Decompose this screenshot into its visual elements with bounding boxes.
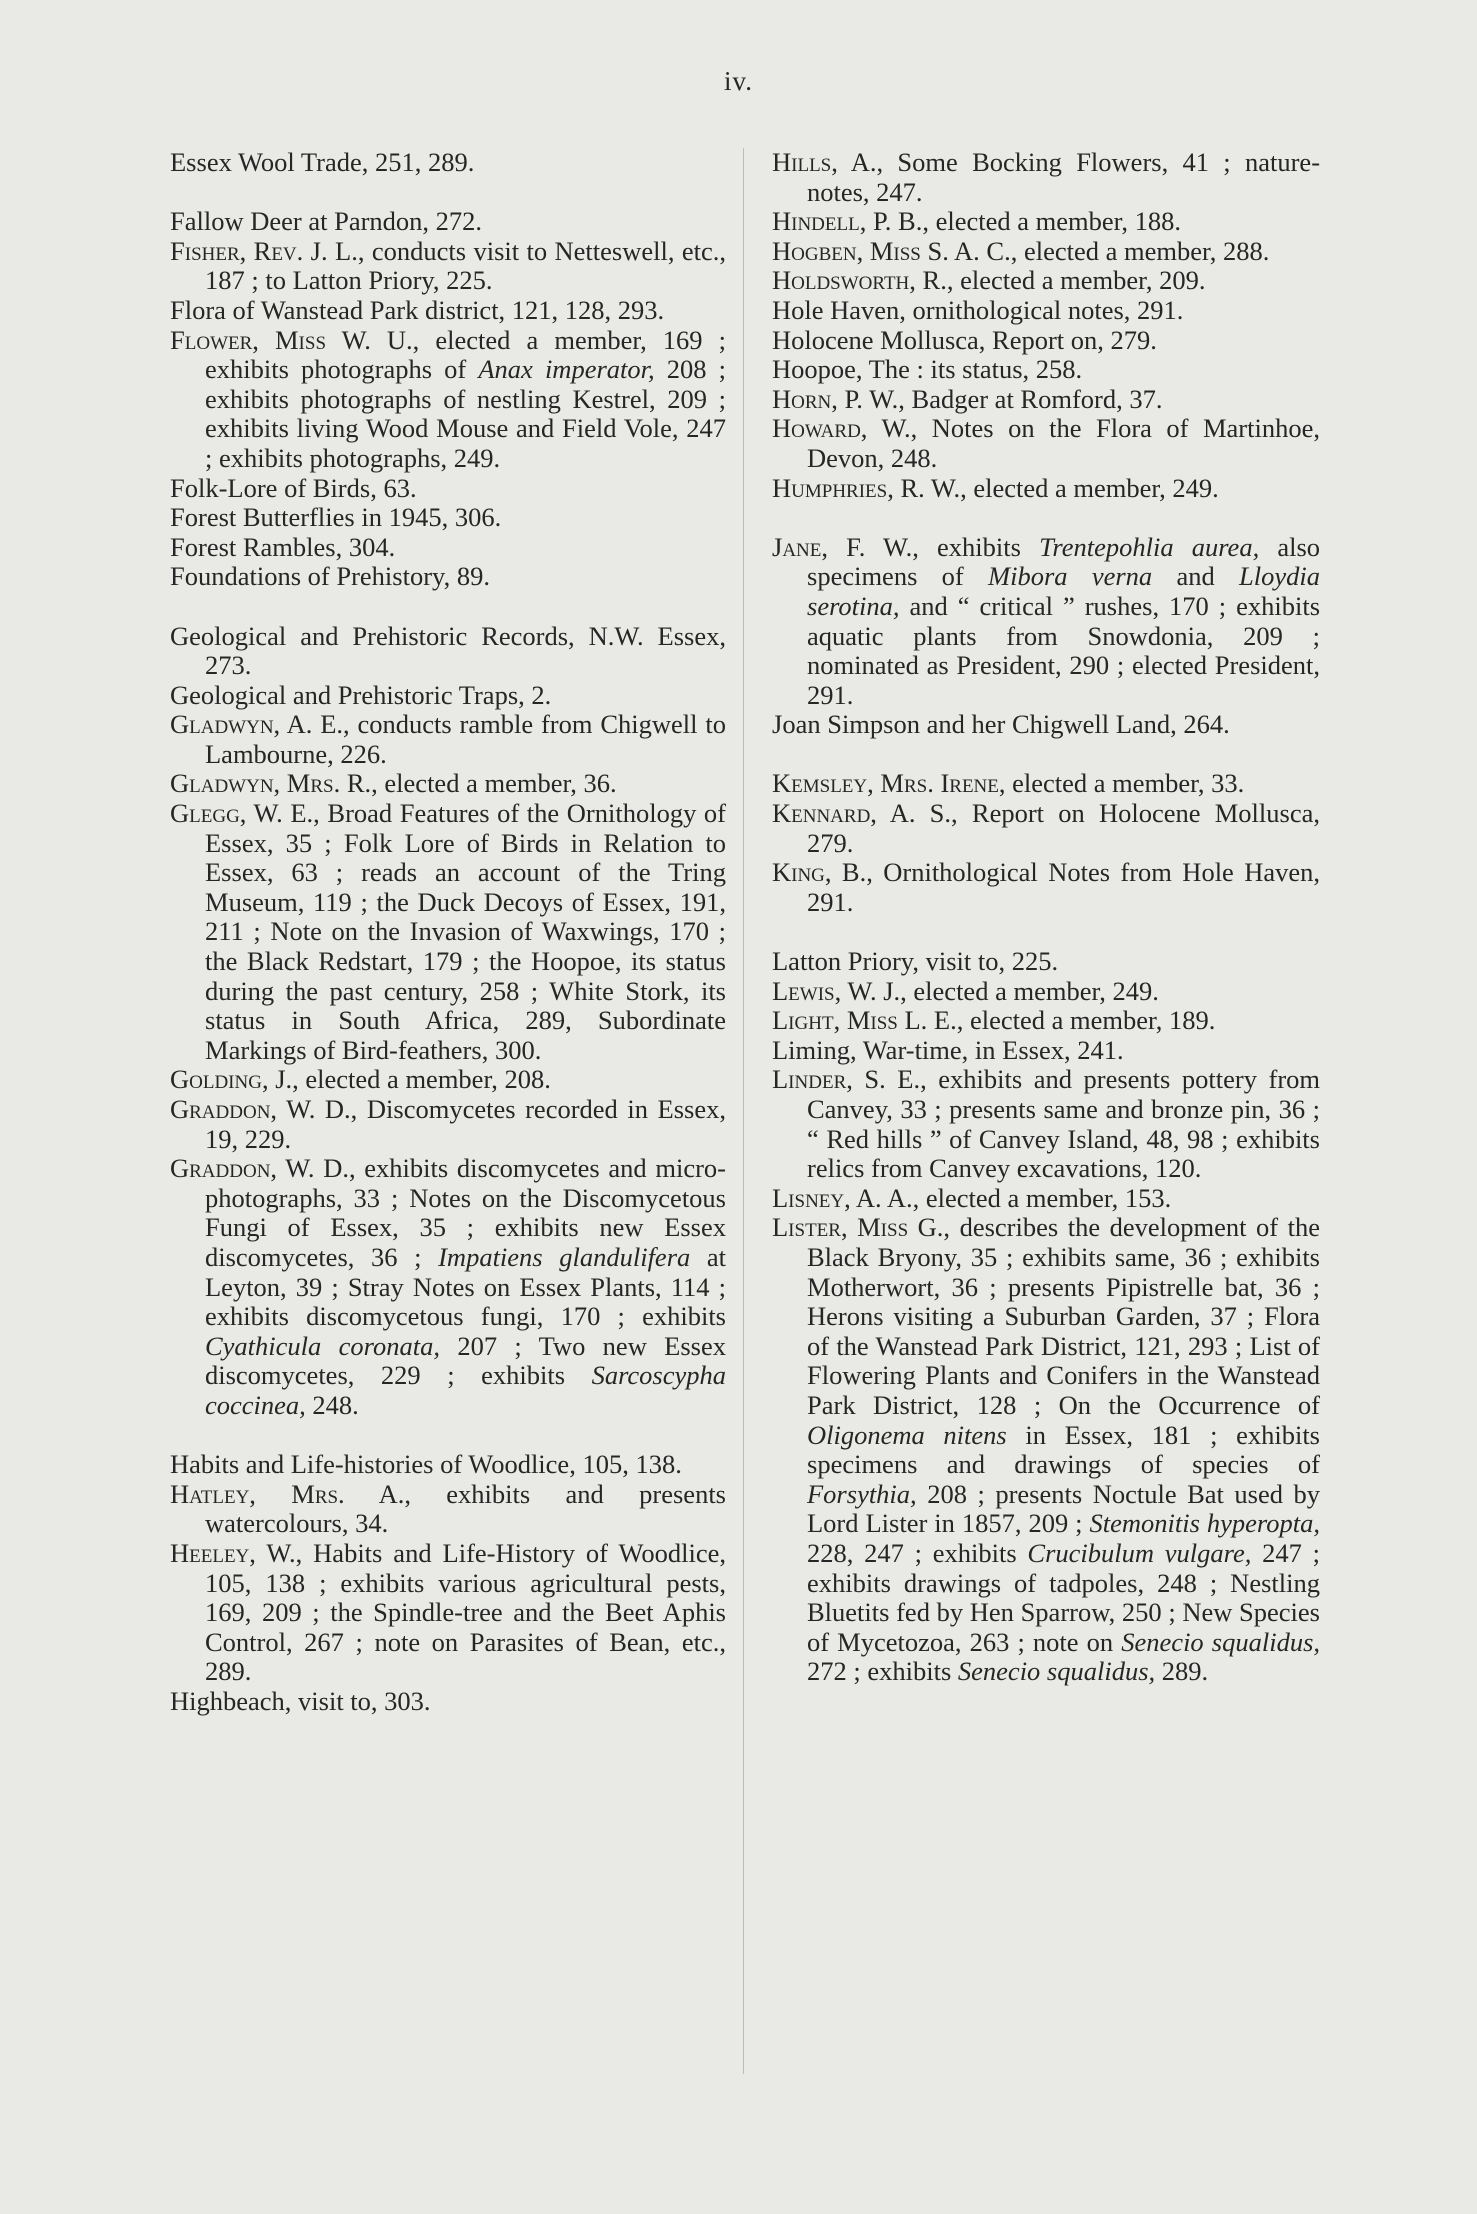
entry-text: Joan Simpson and her Chigwell Land, 264. bbox=[772, 709, 1230, 740]
entry-text: 272 ; exhibits bbox=[807, 1656, 952, 1687]
index-entry bbox=[772, 1006, 1320, 1036]
entry-italic: Anax imperator, bbox=[478, 354, 655, 385]
entry-text: Fallow Deer at Parndon, 272. bbox=[170, 206, 483, 237]
entry-text: elected a member, 188. bbox=[935, 206, 1182, 237]
entry-name: Graddon, W. D., bbox=[170, 1153, 356, 1184]
index-entry bbox=[170, 296, 726, 326]
entry-gap bbox=[772, 503, 1320, 533]
entry-italic: Lloydia serotina, bbox=[807, 561, 1321, 621]
entry-text: Habits and Life-histories of Woodlice, 105, 138. bbox=[170, 1449, 682, 1480]
entry-text: conducts ramble from Chigwell to Lambourne, 226. bbox=[205, 709, 726, 769]
index-entry bbox=[170, 237, 726, 296]
entry-name: Gladwyn, Mrs. R., bbox=[170, 768, 378, 799]
entry-italic: Trentepohlia aurea, bbox=[1039, 531, 1260, 562]
entry-name: Light, Miss L. E., bbox=[772, 1005, 964, 1036]
index-entry bbox=[772, 533, 1320, 711]
entry-text: elected a member, 249. bbox=[913, 975, 1159, 1006]
index-entry bbox=[772, 148, 1320, 207]
entry-text: exhibits bbox=[937, 531, 1021, 562]
entry-italic: Forsythia, bbox=[807, 1478, 917, 1509]
entry-name: Lisney, A. A., bbox=[772, 1182, 920, 1213]
index-entry bbox=[170, 562, 726, 592]
index-entry bbox=[170, 148, 726, 178]
index-entry bbox=[170, 710, 726, 769]
index-entry bbox=[772, 266, 1320, 296]
entry-text: Discomycetes recorded in Essex, 19, 229. bbox=[205, 1094, 727, 1154]
index-entry bbox=[772, 1065, 1320, 1183]
entry-text: Highbeach, visit to, 303. bbox=[170, 1685, 431, 1716]
entry-text: and bbox=[1176, 561, 1215, 592]
entry-text: exhibits discomycetes and micro-photographs, 33 ; Notes on the Discomycetous Fungi of Essex, 35 ; exhibits new Essex discomycetes, 36 ; bbox=[205, 1153, 727, 1272]
entry-gap bbox=[772, 917, 1320, 947]
entry-text: elected a member, 153. bbox=[925, 1182, 1172, 1213]
index-entry bbox=[772, 769, 1320, 799]
entry-name: Gladwyn, A. E., bbox=[170, 709, 350, 740]
entry-name: Glegg, W. E., bbox=[170, 798, 320, 829]
entry-text: elected a member, 33. bbox=[1012, 768, 1245, 799]
entry-text: Latton Priory, visit to, 225. bbox=[772, 946, 1059, 977]
entry-name: Flower, Miss W. U., bbox=[170, 324, 420, 355]
entry-text: Essex Wool Trade, 251, 289. bbox=[170, 147, 475, 177]
entry-text: Hole Haven, ornithological notes, 291. bbox=[772, 294, 1184, 325]
entry-text: Report on Holocene Mollusca, 279. bbox=[807, 798, 1320, 858]
index-entry bbox=[772, 1184, 1320, 1214]
entry-text: 208 ; presents Noctule Bat used by Lord Lister in 1857, 209 ; bbox=[807, 1478, 1320, 1539]
entry-name: Howard, W., bbox=[772, 413, 918, 444]
entry-italic: Oligonema nitens bbox=[807, 1419, 1007, 1450]
entry-italic: Mibora verna bbox=[988, 561, 1153, 592]
entry-text: in Essex, 181 ; exhibits specimens and drawings of species of bbox=[807, 1419, 1320, 1480]
index-entry bbox=[772, 237, 1320, 267]
entry-text: Geological and Prehistoric Records, N.W. Essex, 273. bbox=[170, 620, 726, 681]
entry-text: elected a member, 288. bbox=[1023, 235, 1270, 266]
entry-name: Fisher, Rev. J. L., bbox=[170, 235, 365, 266]
entry-text: Habits and Life-History of Woodlice, 105, 138 ; exhibits various agricultural pests, 169, 209 ; the Spindle-tree and the Beet Aphis Control, 267 ; note on Parasites of Bean, etc., 289. bbox=[205, 1537, 726, 1687]
entry-italic: Sarcoscypha coccinea, bbox=[205, 1360, 727, 1420]
entry-text: Badger at Romford, 37. bbox=[911, 383, 1163, 414]
index-entry bbox=[170, 533, 726, 563]
entry-text: elected a member, 169 ; exhibits photographs of bbox=[205, 324, 727, 385]
entry-italic: Cyathicula coronata, bbox=[205, 1330, 440, 1361]
entry-name: Kennard, A. S., bbox=[772, 798, 958, 829]
index-entry bbox=[772, 1213, 1320, 1687]
entry-text: elected a member, 208. bbox=[305, 1064, 551, 1095]
entry-italic: Senecio squalidus, bbox=[957, 1656, 1156, 1687]
index-entry bbox=[170, 207, 726, 237]
entry-name: Hatley, Mrs. A., bbox=[170, 1478, 411, 1509]
entry-text: 248. bbox=[312, 1389, 359, 1420]
index-entry bbox=[772, 710, 1320, 740]
index-entry bbox=[772, 799, 1320, 858]
entry-text: 208 ; exhibits photographs of nestling Kestrel, 209 ; exhibits living Wood Mouse and Field Vole, 247 ; exhibits photographs, 249. bbox=[205, 354, 727, 473]
entry-name: Hindell, P. B., bbox=[772, 206, 929, 237]
entry-text: Foundations of Prehistory, 89. bbox=[170, 561, 490, 592]
index-entry bbox=[772, 296, 1320, 326]
entry-text: elected a member, 36. bbox=[384, 768, 617, 799]
entry-name: Heeley, W., bbox=[170, 1537, 303, 1568]
index-entry bbox=[772, 207, 1320, 237]
entry-name: Humphries, R. W., bbox=[772, 472, 967, 503]
index-entry bbox=[772, 414, 1320, 473]
index-entry bbox=[170, 1480, 726, 1539]
entry-name: Kemsley, Mrs. Irene, bbox=[772, 768, 1006, 799]
entry-text: also specimens of bbox=[807, 531, 1321, 592]
entry-italic: Stemonitis hyperopta, bbox=[1089, 1508, 1320, 1539]
index-entry bbox=[170, 1539, 726, 1687]
index-column-right bbox=[772, 148, 1320, 1687]
entry-text: elected a member, 209. bbox=[960, 265, 1206, 296]
index-entry bbox=[170, 681, 726, 711]
index-entry bbox=[772, 474, 1320, 504]
index-column-left bbox=[170, 148, 726, 1716]
index-entry bbox=[170, 799, 726, 1065]
entry-text: 228, 247 ; exhibits bbox=[807, 1537, 1017, 1568]
entry-text: Holocene Mollusca, Report on, 279. bbox=[772, 324, 1157, 355]
entry-text: Forest Rambles, 304. bbox=[170, 531, 396, 562]
entry-text: elected a member, 249. bbox=[973, 472, 1219, 503]
index-entry bbox=[772, 385, 1320, 415]
entry-text: 247 ; exhibits drawings of tadpoles, 248 ; Nestling Bluetits fed by Hen Sparrow, 250 ; New Species of Mycetozoa, 263 ; note on bbox=[807, 1537, 1320, 1657]
entry-text: Broad Features of the Ornithology of Essex, 35 ; Folk Lore of Birds in Relation to Essex, 63 ; reads an account of the Tring Museum, 119 ; the Duck Decoys of Essex, 191, 211 ; Note on the Invasion of Waxwings, 170 ; the Black Redstart, 179 ; the Hoopoe, its status during the past century, 258 ; White Stork, its status in South Africa, 289, Subordinate Markings of Bird-feathers, 300. bbox=[205, 798, 726, 1065]
index-entry bbox=[170, 1065, 726, 1095]
entry-name: Lister, Miss G., bbox=[772, 1212, 951, 1243]
entry-name: King, B., bbox=[772, 857, 873, 888]
entry-text: Liming, War-time, in Essex, 241. bbox=[772, 1034, 1124, 1065]
index-entry bbox=[170, 474, 726, 504]
entry-name: Lewis, W. J., bbox=[772, 975, 907, 1006]
entry-text: exhibits and presents pottery from Canvey, 33 ; presents same and bronze pin, 36 ; “ Red hills ” of Canvey Island, 48, 98 ; exhibits relics from Canvey excavations, 120. bbox=[807, 1064, 1320, 1184]
entry-name: Golding, J., bbox=[170, 1064, 299, 1095]
entry-name: Holdsworth, R., bbox=[772, 265, 954, 296]
entry-name: Linder, S. E., bbox=[772, 1064, 927, 1095]
entry-text: at Leyton, 39 ; Stray Notes on Essex Plants, 114 ; exhibits discomycetous fungi, 170 ; exhibits bbox=[205, 1241, 727, 1332]
entry-text: elected a member, 189. bbox=[969, 1005, 1216, 1036]
entry-name: Horn, P. W., bbox=[772, 383, 905, 414]
entry-italic: Impatiens glandulifera bbox=[438, 1241, 691, 1272]
entry-text: Some Bocking Flowers, 41 ; nature-notes, 247. bbox=[807, 147, 1321, 207]
index-entry bbox=[170, 1154, 726, 1420]
entry-text: Hoopoe, The : its status, 258. bbox=[772, 354, 1083, 385]
index-entry bbox=[772, 326, 1320, 356]
entry-gap bbox=[170, 1421, 726, 1451]
index-entry bbox=[170, 1450, 726, 1480]
index-entry bbox=[772, 947, 1320, 977]
index-entry bbox=[772, 977, 1320, 1007]
entry-text: Ornithological Notes from Hole Haven, 291. bbox=[807, 857, 1320, 917]
entry-name: Hogben, Miss S. A. C., bbox=[772, 235, 1018, 266]
entry-gap bbox=[170, 592, 726, 622]
entry-gap bbox=[170, 178, 726, 208]
entry-text: Forest Butterflies in 1945, 306. bbox=[170, 502, 502, 533]
index-entry bbox=[170, 326, 726, 474]
index-entry bbox=[772, 355, 1320, 385]
entry-text: 289. bbox=[1161, 1656, 1209, 1687]
entry-text: Geological and Prehistoric Traps, 2. bbox=[170, 679, 552, 710]
entry-text: conducts visit to Netteswell, etc., 187 ; to Latton Priory, 225. bbox=[205, 235, 726, 296]
index-entry bbox=[772, 858, 1320, 917]
entry-name: Jane, F. W., bbox=[772, 531, 919, 562]
entry-text: Flora of Wanstead Park district, 121, 128, 293. bbox=[170, 294, 665, 325]
index-entry bbox=[170, 622, 726, 681]
entry-text: describes the development of the Black Bryony, 35 ; exhibits same, 36 ; exhibits Motherwort, 36 ; presents Pipistrelle bat, 36 ; Herons visiting a Suburban Garden, 37 ; Flora of the Wanstead Park District, 121, 293 ; List of Flowering Plants and Conifers in the Wanstead Park District, 128 ; On the Occurrence of bbox=[807, 1212, 1320, 1420]
entry-name: Graddon, W. D., bbox=[170, 1094, 358, 1124]
page-number: iv. bbox=[724, 66, 753, 96]
entry-text: and “ critical ” rushes, 170 ; exhibits aquatic plants from Snowdonia, 209 ; nominated as President, 290 ; elected President, 291. bbox=[807, 590, 1321, 710]
index-entry bbox=[170, 769, 726, 799]
entry-text: exhibits and presents watercolours, 34. bbox=[205, 1478, 726, 1539]
column-divider bbox=[743, 148, 744, 2074]
entry-text: Notes on the Flora of Martinhoe, Devon, 248. bbox=[807, 413, 1320, 473]
index-entry bbox=[170, 1095, 726, 1154]
entry-text: Folk-Lore of Birds, 63. bbox=[170, 472, 417, 503]
index-entry bbox=[772, 1036, 1320, 1066]
entry-name: Hills, A., bbox=[772, 147, 884, 177]
entry-italic: Senecio squalidus, bbox=[1121, 1626, 1321, 1657]
entry-gap bbox=[772, 740, 1320, 770]
entry-text: 207 ; Two new Essex discomycetes, 229 ; exhibits bbox=[205, 1330, 726, 1391]
entry-italic: Crucibulum vulgare, bbox=[1027, 1537, 1252, 1568]
index-entry bbox=[170, 1687, 726, 1717]
index-entry bbox=[170, 503, 726, 533]
